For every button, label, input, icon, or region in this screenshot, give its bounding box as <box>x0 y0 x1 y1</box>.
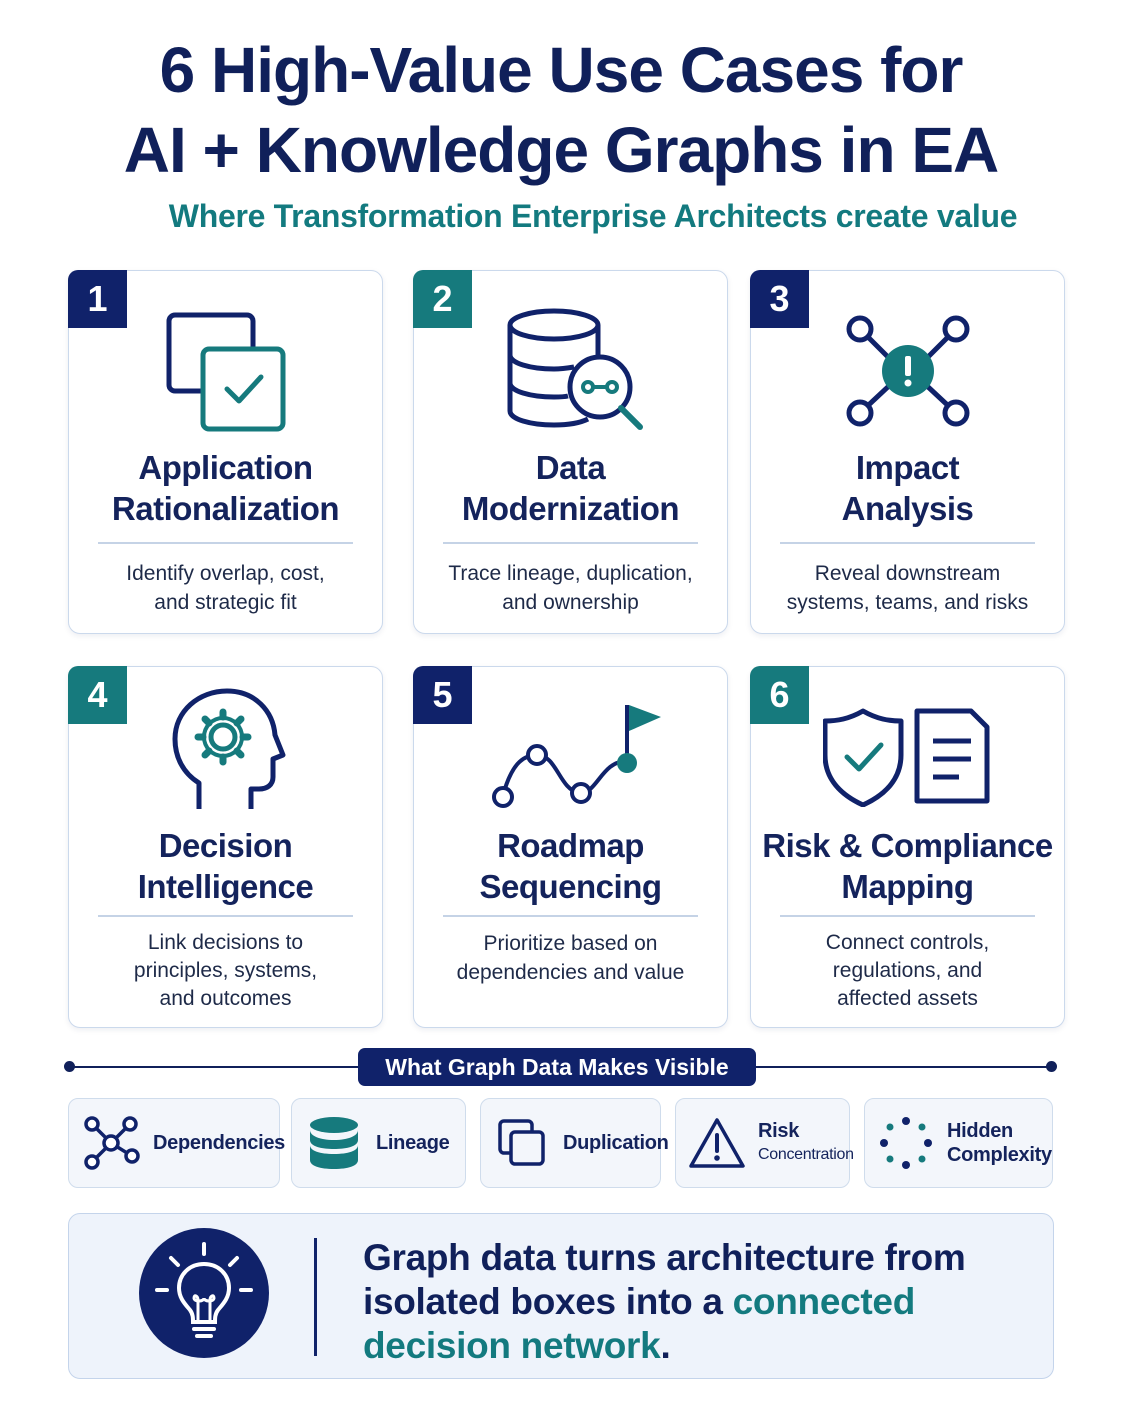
card-divider <box>98 542 353 544</box>
use-case-card-4 <box>68 666 383 1028</box>
card-description: Reveal downstream systems, teams, and risks <box>786 562 1029 614</box>
page-subtitle: Where Transformation Enterprise Architects create value <box>168 198 1018 234</box>
use-case-card-1 <box>68 270 383 634</box>
lightbulb-icon <box>139 1228 269 1358</box>
dotted-circle-icon <box>865 1116 947 1170</box>
card-number-badge: 1 <box>68 270 127 328</box>
card-title: Impact Analysis <box>841 449 974 527</box>
card-number-badge: 5 <box>413 666 472 724</box>
card-title: Risk & Compliance Mapping <box>762 827 1053 905</box>
database-search-icon <box>414 307 727 437</box>
use-case-card-3 <box>750 270 1065 634</box>
shield-document-icon <box>751 707 1064 807</box>
divider-line-right <box>755 1066 1051 1068</box>
database-icon <box>292 1116 376 1170</box>
card-description: Connect controls, regulations, and affected assets <box>825 931 990 1010</box>
chip-label: Lineage <box>376 1131 450 1154</box>
chip-label: Dependencies <box>153 1131 286 1154</box>
card-divider <box>98 915 353 917</box>
use-case-card-6 <box>750 666 1065 1028</box>
card-title: Data Modernization <box>461 449 680 527</box>
network-nodes-icon <box>69 1114 153 1172</box>
chip-label: Risk Concentration <box>758 1120 854 1163</box>
head-gear-icon <box>69 687 382 817</box>
card-divider <box>780 542 1035 544</box>
chip-label: Duplication <box>563 1131 669 1154</box>
use-case-card-5 <box>413 666 728 1028</box>
card-description: Link decisions to principles, systems, and outcomes <box>133 931 318 1010</box>
divider-dot-right <box>1046 1061 1057 1072</box>
takeaway-separator <box>314 1238 317 1356</box>
chip-lineage <box>291 1098 466 1188</box>
chip-dependencies <box>68 1098 286 1188</box>
card-description: Trace lineage, duplication, and ownership <box>448 562 693 614</box>
duplicate-icon <box>481 1118 563 1168</box>
card-title: Roadmap Sequencing <box>479 827 662 905</box>
card-divider <box>443 542 698 544</box>
card-number-badge: 2 <box>413 270 472 328</box>
takeaway-banner <box>68 1213 1054 1379</box>
chip-risk-concentration <box>675 1098 854 1188</box>
warning-triangle-icon <box>676 1117 758 1169</box>
use-case-card-2 <box>413 270 728 634</box>
chip-hidden-complexity <box>864 1098 1053 1188</box>
overlapping-windows-check-icon <box>69 307 382 437</box>
card-number-badge: 3 <box>750 270 809 328</box>
divider-line-left <box>70 1066 360 1068</box>
chip-label: Hidden Complexity <box>947 1120 1052 1166</box>
card-divider <box>780 915 1035 917</box>
card-number-badge: 4 <box>68 666 127 724</box>
card-title: Application Rationalization <box>111 449 340 527</box>
takeaway-text: Graph data turns architecture from isolated boxes into a connected decision network. <box>363 1237 966 1366</box>
page-title <box>0 30 1122 190</box>
card-divider <box>443 915 698 917</box>
title-line-1: 6 High-Value Use Cases for <box>159 34 963 106</box>
card-description: Identify overlap, cost, and strategic fit <box>126 562 325 614</box>
card-number-badge: 6 <box>750 666 809 724</box>
section-label: What Graph Data Makes Visible <box>358 1048 756 1086</box>
path-flag-icon <box>414 697 727 817</box>
title-line-2: AI + Knowledge Graphs in EA <box>123 114 999 186</box>
card-title: Decision Intelligence <box>137 827 314 905</box>
chip-duplication <box>480 1098 669 1188</box>
network-alert-icon <box>751 307 1064 437</box>
card-description: Prioritize based on dependencies and value <box>456 932 685 984</box>
